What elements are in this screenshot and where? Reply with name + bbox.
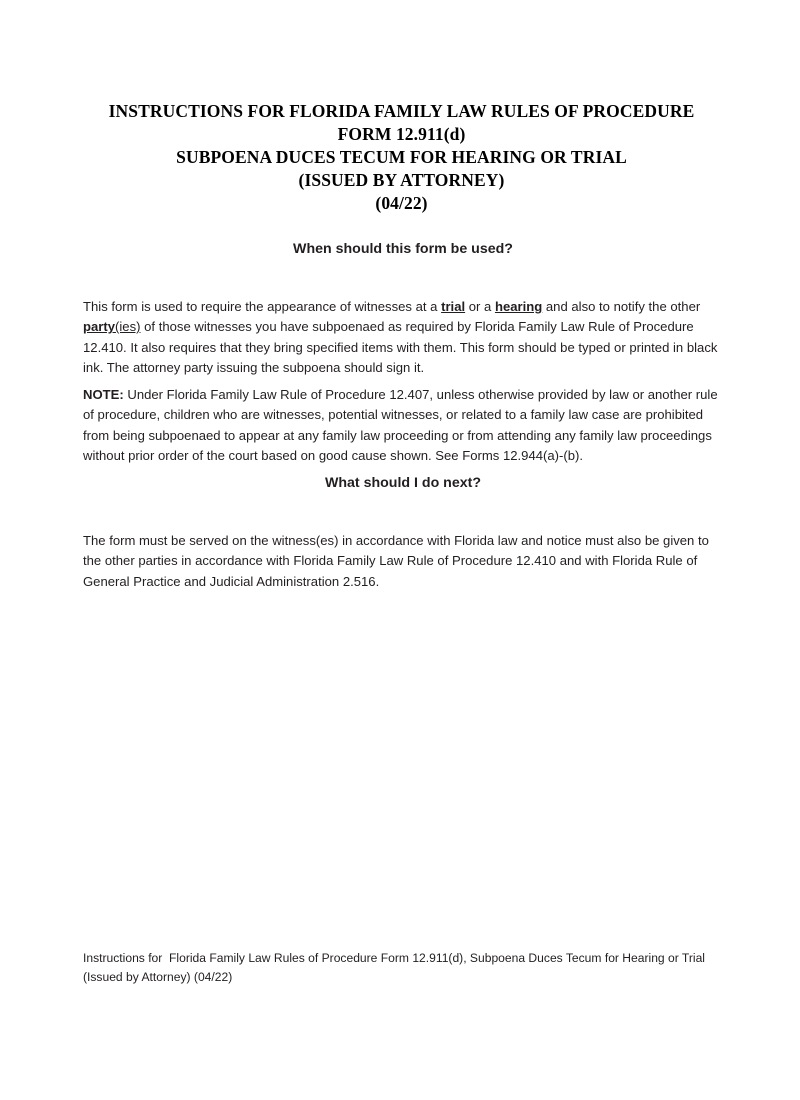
title-line-2: FORM 12.911(d) <box>337 124 466 144</box>
note-label: NOTE: <box>83 387 124 403</box>
usage-text-part-1: This form is used to require the appearance of witnesses at a <box>83 299 442 315</box>
title-line-4: (ISSUED BY ATTORNEY) <box>298 170 505 190</box>
note-text: Under Florida Family Law Rule of Procedure 12.407, unless otherwise provided by law or another rule of procedure, children who are witnesses, potential witnesses, or related to a family law case are prohibited from being subpoenaed to appear at any family law proceeding or from attending any family law proceedings without prior order of the court based on good cause shown. See Forms 12.944(a)-(b). <box>83 387 718 463</box>
link-party-suffix: (ies) <box>115 319 141 335</box>
document-title <box>83 100 720 215</box>
title-line-1: INSTRUCTIONS FOR FLORIDA FAMILY LAW RULES OF PROCEDURE <box>108 101 695 121</box>
title-line-3: SUBPOENA DUCES TECUM FOR HEARING OR TRIAL <box>176 147 627 167</box>
link-trial[interactable]: trial <box>441 299 466 315</box>
usage-text-part-2: or a <box>465 299 495 315</box>
section-heading-do-next: What should I do next? <box>324 475 482 491</box>
usage-text-part-4: of those witnesses you have subpoenaed as required by Florida Family Law Rule of Procedure 12.410. It also requires that they bring specified items with them. This form should be typed or printed in black ink. The attorney party issuing the subpoena should sign it. <box>83 319 718 375</box>
paragraph-note <box>83 385 722 466</box>
document-footer: Instructions for Florida Family Law Rules of Procedure Form 12.911(d), Subpoena Duces Tecum for Hearing or Trial (Issued by Attorney) (04/22) <box>83 951 709 984</box>
link-party[interactable]: party <box>83 319 116 335</box>
section-heading-when-used: When should this form be used? <box>293 241 513 257</box>
paragraph-when-used <box>83 297 722 378</box>
title-line-5: (04/22) <box>375 193 428 213</box>
usage-text-part-3: and also to notify the other <box>542 299 701 315</box>
link-hearing[interactable]: hearing <box>494 299 543 315</box>
paragraph-do-next: The form must be served on the witness(es) in accordance with Florida law and notice must also be given to the other parties in accordance with Florida Family Law Rule of Procedure 12.410 and with Florida Rule of General Practice and Judicial Administration 2.516. <box>83 533 709 589</box>
